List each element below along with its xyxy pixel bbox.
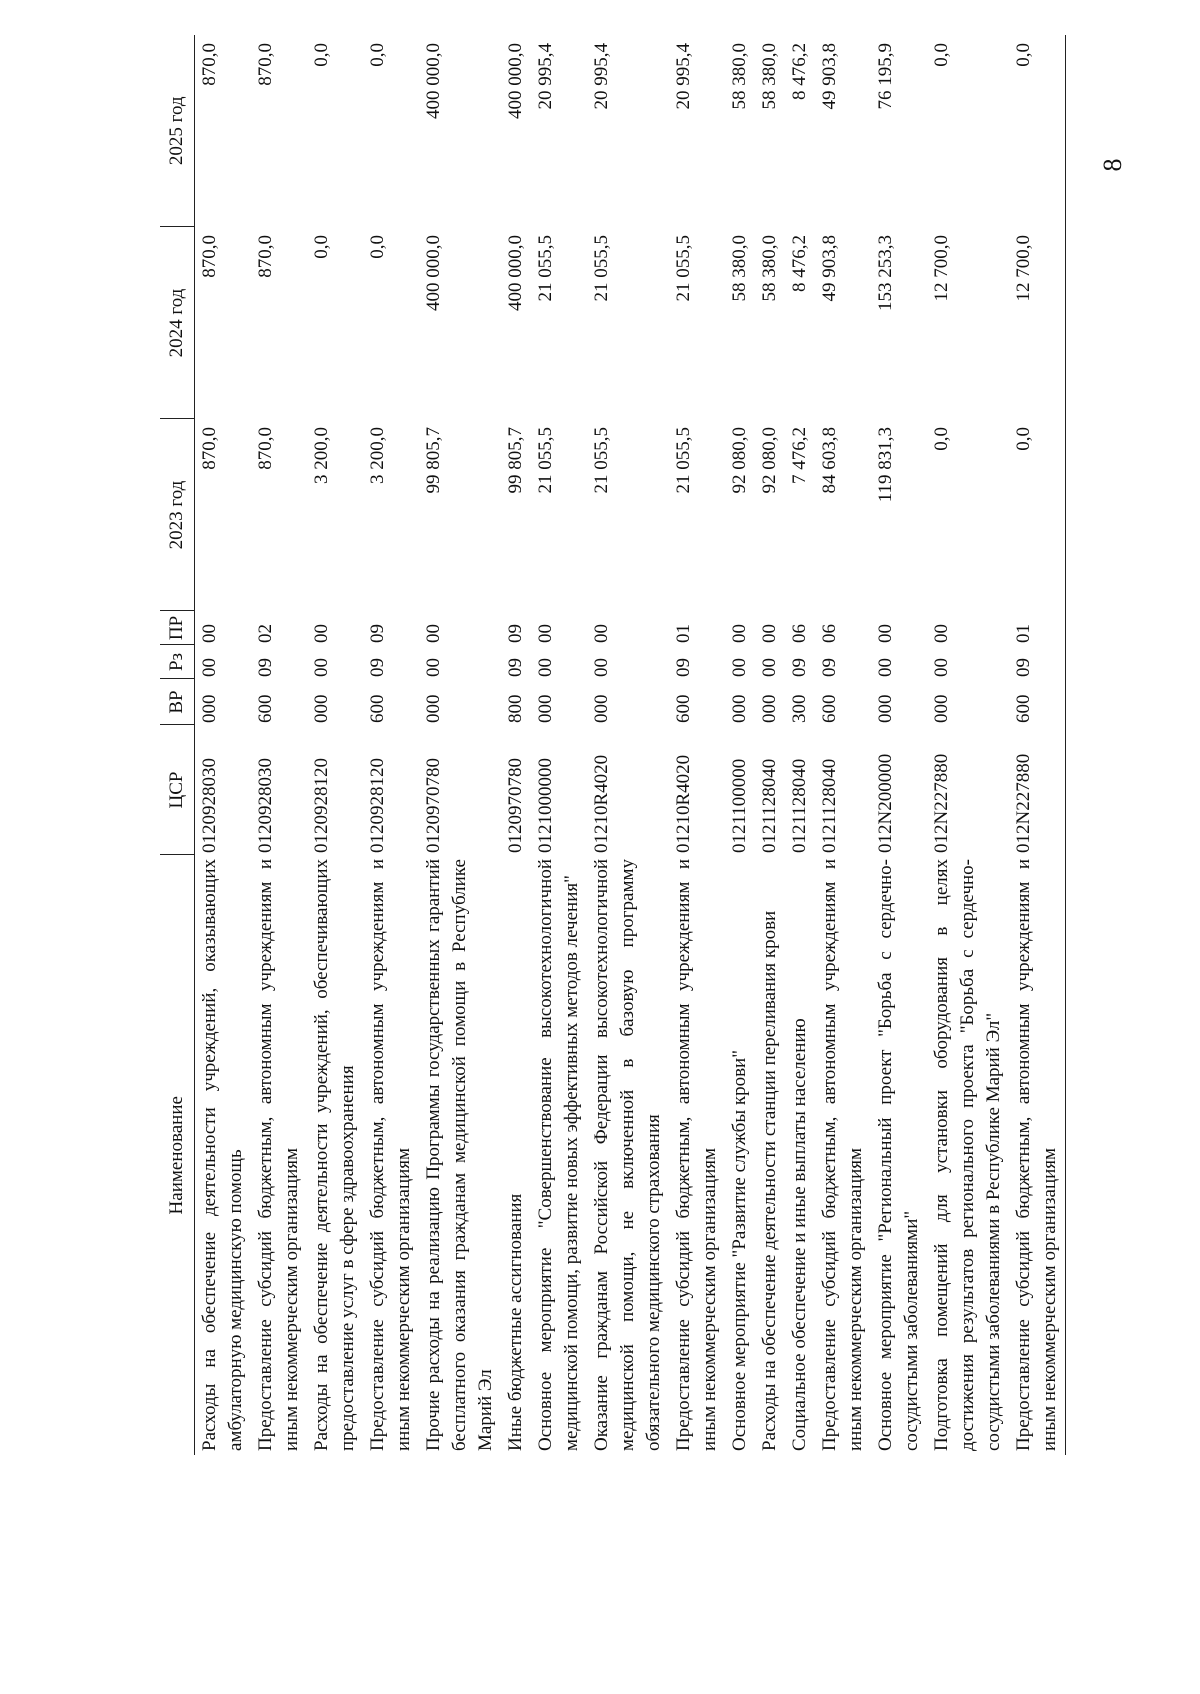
cell-2025: 400 000,0 (505, 43, 526, 119)
table-row (669, 35, 725, 1455)
budget-table (160, 35, 1066, 1455)
cell-2023: 7 476,2 (789, 427, 810, 484)
cell-pr: 00 (759, 624, 780, 643)
cell-vr: 000 (311, 694, 332, 723)
cell-name: Предоставление субсидий бюджетным, автономным учреждениям и иным некоммерческим организациям (673, 859, 720, 1451)
cell-csr: 01210R4020 (673, 754, 694, 853)
cell-vr: 600 (255, 694, 276, 723)
cell-2024: 21 055,5 (591, 235, 612, 302)
cell-vr: 300 (789, 694, 810, 723)
cell-name: Иные бюджетные ассигнования (505, 1193, 526, 1451)
cell-2025: 8 476,2 (789, 43, 810, 100)
cell-rz: 00 (875, 658, 896, 677)
cell-csr: 0120970780 (423, 758, 444, 853)
header-pr: ПР (160, 611, 195, 645)
header-rz: Рз (160, 645, 195, 679)
cell-2024: 870,0 (199, 235, 220, 278)
table-row (927, 35, 1009, 1455)
cell-csr: 0120928030 (199, 758, 220, 853)
cell-2025: 870,0 (255, 43, 276, 86)
cell-pr: 00 (199, 624, 220, 643)
table-row (725, 35, 755, 1455)
cell-2024: 870,0 (255, 235, 276, 278)
cell-csr: 0121128040 (759, 758, 780, 853)
cell-rz: 09 (789, 658, 810, 677)
cell-pr: 01 (673, 624, 694, 643)
cell-pr: 00 (591, 624, 612, 643)
cell-name: Расходы на обеспечение деятельности станции переливания крови (759, 910, 780, 1451)
cell-2023: 3 200,0 (311, 427, 332, 484)
cell-2024: 58 380,0 (759, 235, 780, 302)
cell-pr: 00 (535, 624, 556, 643)
table-row (531, 35, 587, 1455)
cell-name: Предоставление субсидий бюджетным, автономным учреждениям и иным некоммерческим организациям (1009, 855, 1066, 1455)
cell-pr: 00 (311, 624, 332, 643)
table-body (195, 35, 1066, 1455)
cell-pr: 06 (789, 624, 810, 643)
cell-2025: 0,0 (1009, 35, 1066, 227)
table-row (363, 35, 419, 1455)
cell-name: Предоставление субсидий бюджетным, автономным учреждениям и иным некоммерческим организациям (819, 859, 866, 1451)
header-csr: ЦСР (160, 725, 195, 855)
cell-pr: 00 (423, 624, 444, 643)
cell-rz: 09 (255, 658, 276, 677)
cell-rz: 09 (673, 658, 694, 677)
table-row (1009, 35, 1066, 1455)
cell-2023: 0,0 (1009, 419, 1066, 611)
cell-2024: 21 055,5 (673, 235, 694, 302)
header-name: Наименование (160, 855, 195, 1455)
cell-name: Подготовка помещений для установки оборудования в целях достижения результатов регионального проекта "Борьба с сердечно-сосудистыми заболеваниями в Республике Марий Эл" (931, 859, 1004, 1451)
table-row (587, 35, 669, 1455)
cell-csr: 0121000000 (535, 758, 556, 853)
cell-2023: 21 055,5 (673, 427, 694, 494)
cell-name: Социальное обеспечение и иные выплаты населению (789, 1018, 810, 1451)
cell-vr: 000 (591, 694, 612, 723)
cell-vr: 000 (759, 694, 780, 723)
cell-pr: 00 (931, 624, 952, 643)
cell-2023: 0,0 (931, 427, 952, 451)
cell-csr: 0120928120 (367, 758, 388, 853)
cell-name: Основное мероприятие "Развитие службы крови" (729, 1050, 750, 1451)
cell-2025: 0,0 (367, 43, 388, 67)
cell-2025: 58 380,0 (729, 43, 750, 110)
cell-csr: 0121100000 (729, 758, 750, 853)
cell-2023: 99 805,7 (505, 427, 526, 494)
cell-rz: 09 (1009, 645, 1066, 679)
cell-2024: 49 903,8 (819, 235, 840, 302)
cell-rz: 09 (367, 658, 388, 677)
cell-vr: 000 (931, 694, 952, 723)
cell-vr: 000 (875, 694, 896, 723)
cell-pr: 06 (819, 624, 840, 643)
cell-rz: 00 (729, 658, 750, 677)
cell-2025: 20 995,4 (535, 43, 556, 110)
cell-rz: 00 (311, 658, 332, 677)
cell-2025: 49 903,8 (819, 43, 840, 110)
cell-2023: 92 080,0 (729, 427, 750, 494)
table-row (419, 35, 501, 1455)
table-row (871, 35, 927, 1455)
cell-2025: 400 000,0 (423, 43, 444, 119)
cell-name: Предоставление субсидий бюджетным, автономным учреждениям и иным некоммерческим организациям (367, 859, 414, 1451)
cell-pr: 00 (729, 624, 750, 643)
cell-csr: 0120970780 (505, 758, 526, 853)
table-row (251, 35, 307, 1455)
header-2023: 2023 год (160, 419, 195, 611)
cell-rz: 00 (931, 658, 952, 677)
header-2024: 2024 год (160, 227, 195, 419)
cell-2024: 12 700,0 (931, 235, 952, 302)
cell-2025: 0,0 (311, 43, 332, 67)
cell-2023: 84 603,8 (819, 427, 840, 494)
cell-rz: 00 (535, 658, 556, 677)
cell-vr: 000 (729, 694, 750, 723)
cell-pr: 09 (367, 624, 388, 643)
cell-name: Расходы на обеспечение деятельности учреждений, оказывающих амбулаторную медицинскую помощь (199, 859, 246, 1451)
cell-csr: 0120928030 (255, 758, 276, 853)
cell-2023: 870,0 (199, 427, 220, 470)
cell-name: Основное мероприятие "Региональный проект "Борьба с сердечно-сосудистыми заболеваниями" (875, 859, 922, 1451)
cell-2023: 21 055,5 (591, 427, 612, 494)
cell-rz: 00 (591, 658, 612, 677)
cell-2023: 870,0 (255, 427, 276, 470)
cell-2023: 3 200,0 (367, 427, 388, 484)
cell-rz: 09 (819, 658, 840, 677)
page-number: 8 (1098, 158, 1127, 172)
cell-name: Прочие расходы на реализацию Программы государственных гарантий бесплатного оказания гражданам медицинской помощи в Республике Марий Эл (423, 859, 496, 1451)
rotated-table-container (160, 35, 1140, 1455)
cell-2023: 21 055,5 (535, 427, 556, 494)
cell-vr: 000 (423, 694, 444, 723)
cell-rz: 09 (505, 658, 526, 677)
cell-2024: 153 253,3 (875, 235, 896, 311)
cell-csr: 012N227880 (1009, 725, 1066, 855)
cell-pr: 01 (1009, 611, 1066, 645)
cell-csr: 0121128040 (789, 758, 810, 853)
cell-2025: 20 995,4 (591, 43, 612, 110)
cell-2024: 8 476,2 (789, 235, 810, 292)
cell-2025: 58 380,0 (759, 43, 780, 110)
table-header-row (160, 35, 195, 1455)
cell-rz: 00 (199, 658, 220, 677)
cell-csr: 01210R4020 (591, 754, 612, 853)
cell-pr: 09 (505, 624, 526, 643)
cell-rz: 00 (759, 658, 780, 677)
cell-vr: 800 (505, 694, 526, 723)
cell-vr: 600 (1009, 679, 1066, 725)
cell-2023: 99 805,7 (423, 427, 444, 494)
table-row (785, 35, 815, 1455)
table-row (307, 35, 363, 1455)
header-2025: 2025 год (160, 35, 195, 227)
cell-2024: 0,0 (311, 235, 332, 259)
cell-vr: 600 (673, 694, 694, 723)
cell-vr: 000 (199, 694, 220, 723)
cell-pr: 00 (875, 624, 896, 643)
cell-2025: 76 195,9 (875, 43, 896, 110)
cell-vr: 600 (819, 694, 840, 723)
cell-csr: 0121128040 (819, 758, 840, 853)
cell-vr: 600 (367, 694, 388, 723)
cell-2024: 0,0 (367, 235, 388, 259)
cell-csr: 0120928120 (311, 758, 332, 853)
cell-name: Расходы на обеспечение деятельности учреждений, обеспечивающих предоставление услуг в сфере здравоохранения (311, 859, 358, 1451)
cell-2025: 0,0 (931, 43, 952, 67)
cell-rz: 00 (423, 658, 444, 677)
cell-2024: 21 055,5 (535, 235, 556, 302)
cell-2023: 92 080,0 (759, 427, 780, 494)
cell-2024: 400 000,0 (423, 235, 444, 311)
cell-2023: 119 831,3 (875, 427, 896, 503)
table-row (195, 35, 252, 1455)
cell-2024: 400 000,0 (505, 235, 526, 311)
cell-name: Предоставление субсидий бюджетным, автономным учреждениям и иным некоммерческим организациям (255, 859, 302, 1451)
cell-csr: 012N200000 (875, 753, 896, 853)
cell-pr: 02 (255, 624, 276, 643)
cell-2024: 58 380,0 (729, 235, 750, 302)
cell-csr: 012N227880 (931, 753, 952, 853)
table-row (755, 35, 785, 1455)
cell-name: Основное мероприятие "Совершенствование высокотехнологичной медицинской помощи, развитие новых эффективных методов лечения" (535, 859, 582, 1451)
cell-vr: 000 (535, 694, 556, 723)
cell-2025: 20 995,4 (673, 43, 694, 110)
table-row (815, 35, 871, 1455)
table-row (501, 35, 531, 1455)
cell-2025: 870,0 (199, 43, 220, 86)
header-vr: ВР (160, 679, 195, 725)
cell-2024: 12 700,0 (1009, 227, 1066, 419)
cell-name: Оказание гражданам Российской Федерации высокотехнологичной медицинской помощи, не включенной в базовую программу обязательного медицинского страхования (591, 859, 664, 1451)
